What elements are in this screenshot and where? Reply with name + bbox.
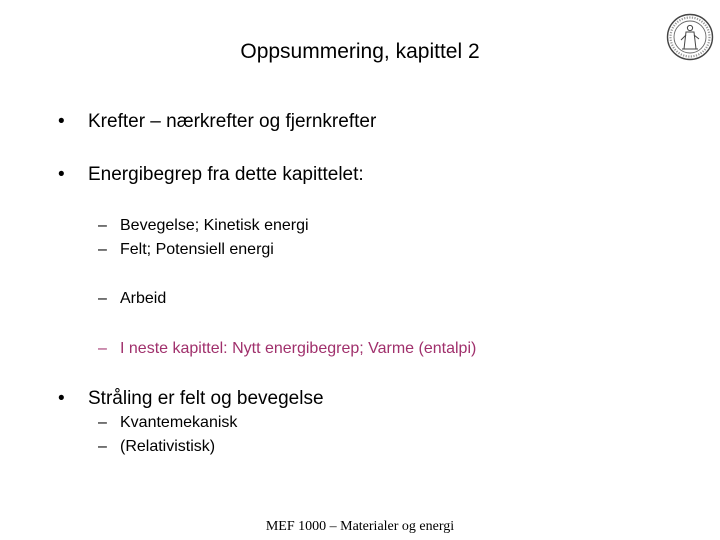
dash-glyph: – <box>98 438 107 455</box>
dash-glyph: – <box>98 340 107 357</box>
sub-item <box>98 239 274 261</box>
bullet-glyph: • <box>58 111 65 132</box>
dash-glyph: – <box>98 241 107 258</box>
sub-item <box>98 215 309 237</box>
sub-item-text: Kvantemekanisk <box>120 414 238 431</box>
sub-item <box>98 288 166 310</box>
bullet-text: Krefter – nærkrefter og fjernkrefter <box>88 111 377 132</box>
sub-item-text: Bevegelse; Kinetisk energi <box>120 217 309 234</box>
bullet-text: Stråling er felt og bevegelse <box>88 388 324 409</box>
bullet-item <box>58 387 324 411</box>
sub-item-text: (Relativistisk) <box>120 438 216 455</box>
sub-item-text: Felt; Potensiell energi <box>120 241 274 258</box>
bullet-text: Energibegrep fra dette kapittelet: <box>88 164 364 185</box>
dash-glyph: – <box>98 217 107 234</box>
university-seal-icon <box>666 13 714 61</box>
bullet-glyph: • <box>58 388 65 409</box>
sub-item <box>98 436 215 458</box>
bullet-item <box>58 110 376 134</box>
sub-item <box>98 412 237 434</box>
slide-title: Oppsummering, kapittel 2 <box>240 40 480 63</box>
sub-item-text: Arbeid <box>120 290 167 307</box>
dash-glyph: – <box>98 290 107 307</box>
dash-glyph: – <box>98 414 107 431</box>
slide-footer: MEF 1000 – Materialer og energi <box>265 519 455 534</box>
sub-item-text: I neste kapittel: Nytt energibegrep; Varme (entalpi) <box>120 340 477 357</box>
sub-item-highlighted <box>98 338 476 360</box>
bullet-glyph: • <box>58 164 65 185</box>
bullet-item <box>58 163 364 187</box>
